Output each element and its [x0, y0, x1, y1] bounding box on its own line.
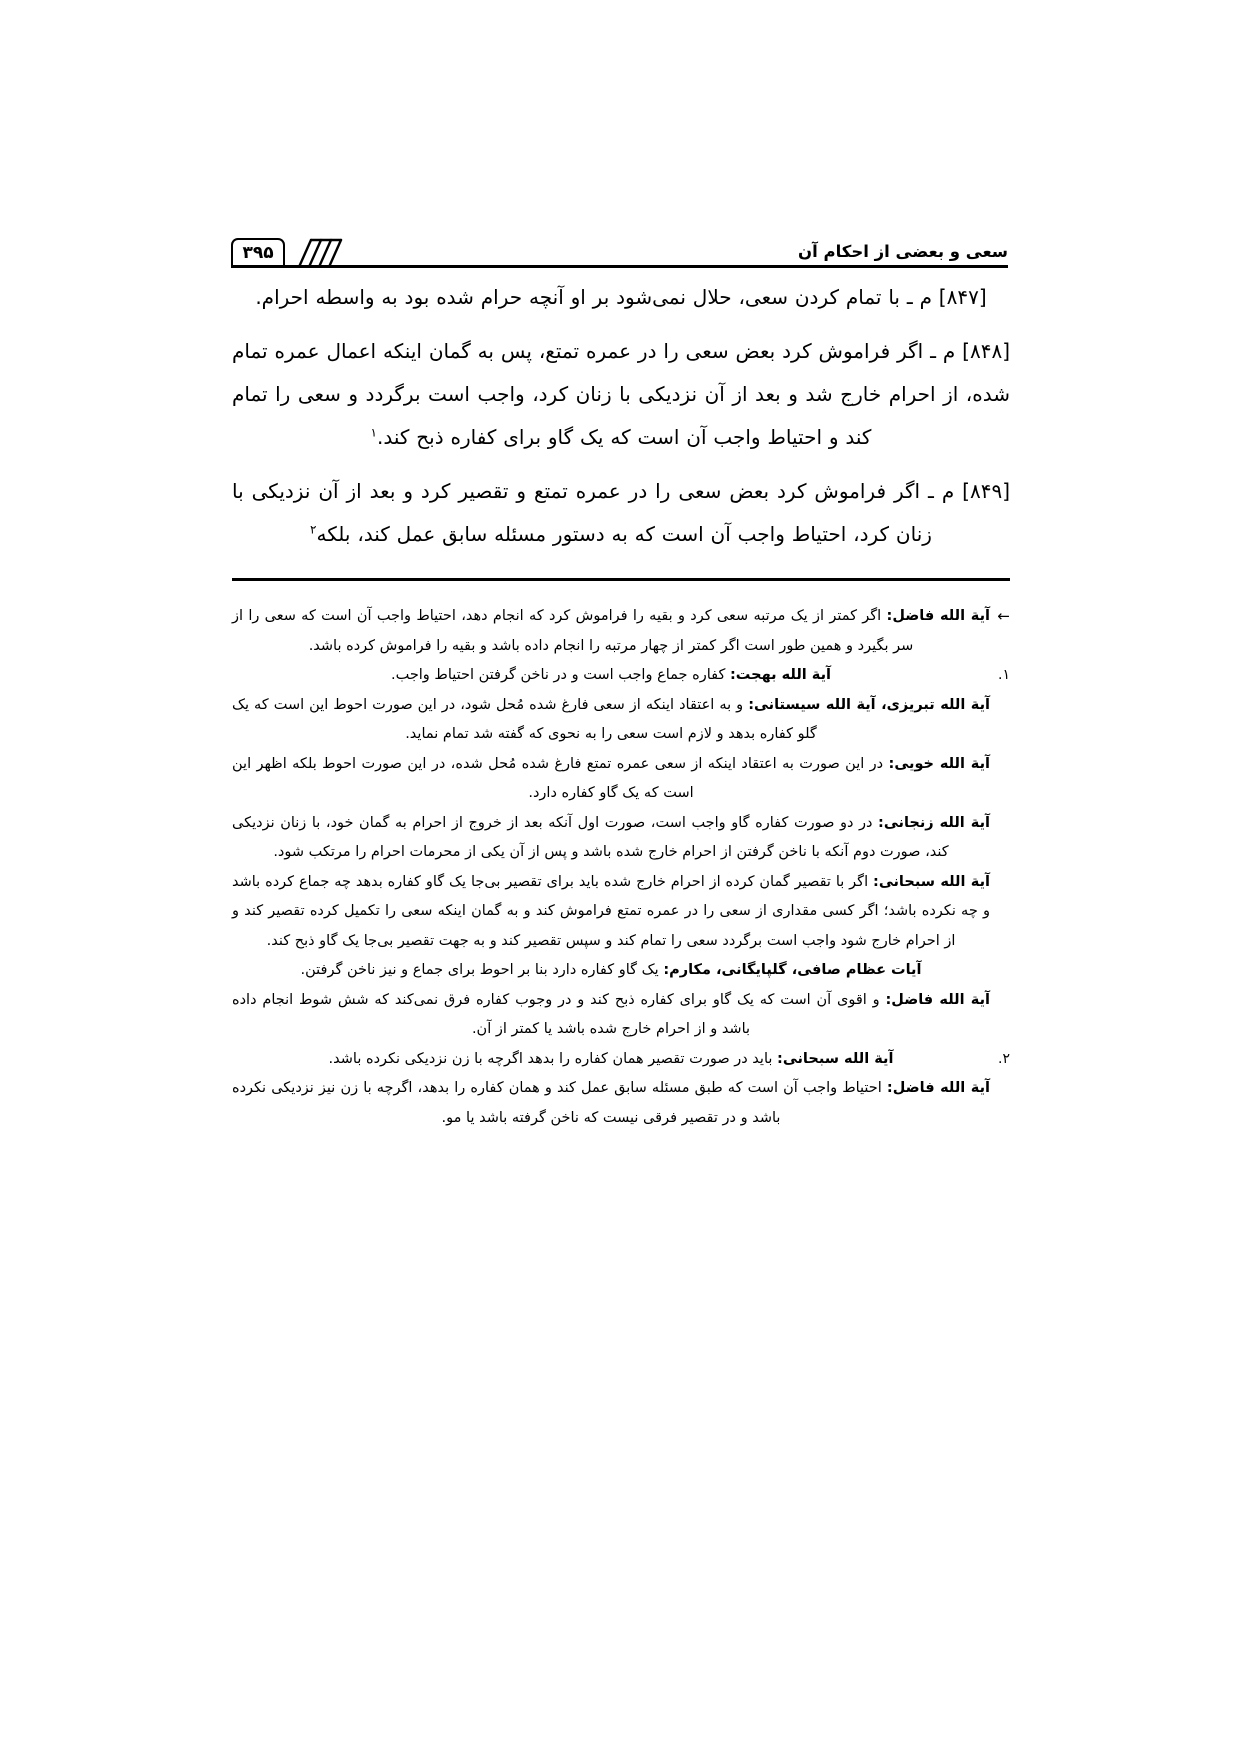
footnote-body: و به اعتقاد اینکه از سعی فارغ شده مُحل شود، در این صورت احوط این است که یک گلو کفاره بدهد و لازم است سعی را به نحوی که گفته شد تمام نماید. — [232, 696, 817, 742]
footnote-body: در دو صورت کفاره گاو واجب است، صورت اول آنکه بعد از خروج از احرام به گمان خود، با زنان نزدیکی کند، صورت دوم آنکه با ناخن گرفتن از احرام خارج شده باشد و پس از آن یکی از محرمات احرام را مرتکب شود. — [232, 814, 949, 860]
footnote-body: اگر کمتر از یک مرتبه سعی کرد و بقیه را فراموش کرد که انجام دهد، احتیاط واجب آن است که سعی را از سر بگیرد و همین طور است اگر کمتر از چهار مرتبه را انجام داده باشد و بقیه را فراموش کرده باشد. — [232, 608, 914, 654]
folio-box — [231, 238, 285, 268]
footnotes-section — [232, 602, 1010, 1133]
footnote-1-bahjat — [232, 661, 1010, 691]
footnote-ref-2[interactable]: ۲ — [310, 522, 317, 537]
footnote-ref-1[interactable]: ۱ — [370, 425, 377, 440]
ruling-paragraph-847 — [232, 276, 1010, 319]
footnote-text — [232, 750, 990, 809]
ruling-849-text: [۸۴۹] م ـ اگر فراموش کرد بعض سعی را در عمره تمتع و تقصیر کرد و بعد از آن نزدیکی با زنان کرد، احتیاط واجب آن است که به دستور مسئله سابق عمل کند، بلکه — [232, 479, 1010, 546]
hatch-decoration-icon — [297, 238, 343, 267]
footnote-body: در این صورت به اعتقاد اینکه از سعی عمره تمتع فارغ شده مُحل شده، در این صورت احوط بلکه اظهر این است که یک گاو کفاره دارد. — [232, 755, 889, 801]
footnote-text — [232, 1074, 990, 1133]
footnote-1-tabrizi-sistani — [232, 691, 1010, 750]
footnote-1-khoei — [232, 750, 1010, 809]
footnote-2-fazel — [232, 1074, 1010, 1133]
header-rule — [231, 265, 1008, 268]
footnote-body: اگر با تقصیر گمان کرده از احرام خارج شده باید برای تقصیر بی‌جا یک گاو کفاره بدهد چه جماع کرده باشد و چه نکرده باشد؛ اگر کسی مقداری از سعی را در عمره تمتع فراموش کند و به گمان اینکه سعی را تکمیل کرده تقصیر کند و از احرام خارج شود واجب است برگردد سعی را تمام کند و سپس تقصیر کند و به جهت تقصیر بی‌جا یک گاو ذبح کند. — [232, 873, 990, 949]
footnote-authority: آیة الله سبحانی: — [873, 873, 990, 890]
footnote-text — [232, 986, 990, 1045]
footnote-text — [232, 1045, 990, 1075]
ruling-848-text: [۸۴۸] م ـ اگر فراموش کرد بعض سعی را در عمره تمتع، پس به گمان اینکه اعمال عمره تمام شده، از احرام خارج شد و بعد از آن نزدیکی با زنان کرد، واجب است برگردد و سعی را تمام کند و احتیاط واجب آن است که یک گاو برای کفاره ذبح کند. — [232, 339, 1010, 449]
footnote-text — [232, 661, 990, 691]
footnote-body: و اقوی آن است که یک گاو برای کفاره ذبح کند و در وجوب کفاره فرق نمی‌کند که شش شوط انجام داده باشد و از احرام خارج شده باشد یا کمتر از آن. — [232, 991, 886, 1037]
ruling-847-text: [۸۴۷] م ـ با تمام کردن سعی، حلال نمی‌شود بر او آنچه حرام شده بود به واسطه احرام. — [255, 285, 987, 309]
footnote-separator — [232, 578, 1010, 581]
footnote-authority: آیة الله تبریزی، آیة الله سیستانی: — [748, 696, 990, 713]
footnote-body: احتیاط واجب آن است که طبق مسئله سابق عمل کند و همان کفاره را بدهد، اگرچه با زن نیز نزدیکی نکرده باشد و در تقصیر فرقی نیست که ناخن گرفته باشد یا مو. — [232, 1080, 887, 1126]
footnote-authority: آیة الله زنجانی: — [878, 814, 990, 831]
ruling-paragraph-849 — [232, 470, 1010, 556]
footnote-authority: آیة الله خویی: — [888, 755, 990, 772]
footnote-authority: آیة الله فاضل: — [885, 991, 991, 1008]
footnote-marker: ← — [997, 607, 1010, 625]
footnote-authority: آیة الله فاضل: — [886, 1080, 991, 1096]
footnote-marker: ۲. — [998, 1050, 1010, 1067]
footnote-authority: آیة الله سبحانی: — [777, 1050, 894, 1067]
ruling-paragraph-848 — [232, 330, 1010, 459]
footnote-2-sobhani — [232, 1045, 1010, 1075]
footnote-body: باید در صورت تقصیر همان کفاره را بدهد اگرچه با زن نزدیکی نکرده باشد. — [328, 1050, 778, 1067]
footnote-text — [232, 956, 990, 986]
footnote-authority: آیة الله فاضل: — [886, 608, 991, 624]
footnote-text — [232, 868, 990, 957]
footnote-1-zanjani — [232, 809, 1010, 868]
footnote-continuation-fazel — [232, 602, 1010, 661]
page-header — [231, 222, 1008, 268]
footnote-1-sobhani — [232, 868, 1010, 957]
running-title: سعی و بعضی از احکام آن — [798, 242, 1008, 261]
footnote-body: یک گاو کفاره دارد بنا بر احوط برای جماع و نیز ناخن گرفتن. — [300, 962, 664, 978]
footnote-text — [232, 691, 990, 750]
footnote-text — [232, 809, 990, 868]
footnote-marker: ۱. — [998, 667, 1010, 683]
footnote-authority: آیة الله بهجت: — [729, 667, 832, 683]
footnote-body: کفاره جماع واجب است و در ناخن گرفتن احتیاط واجب. — [390, 667, 730, 683]
footnote-authority: آیات عظام صافی، گلپایگانی، مکارم: — [663, 962, 922, 978]
footnote-text — [232, 602, 990, 661]
page-number: ۳۹۵ — [242, 242, 274, 263]
footnote-1-fazel — [232, 986, 1010, 1045]
body-column — [232, 276, 1010, 567]
footnote-1-safi-golpaygani-makarem — [232, 956, 1010, 986]
